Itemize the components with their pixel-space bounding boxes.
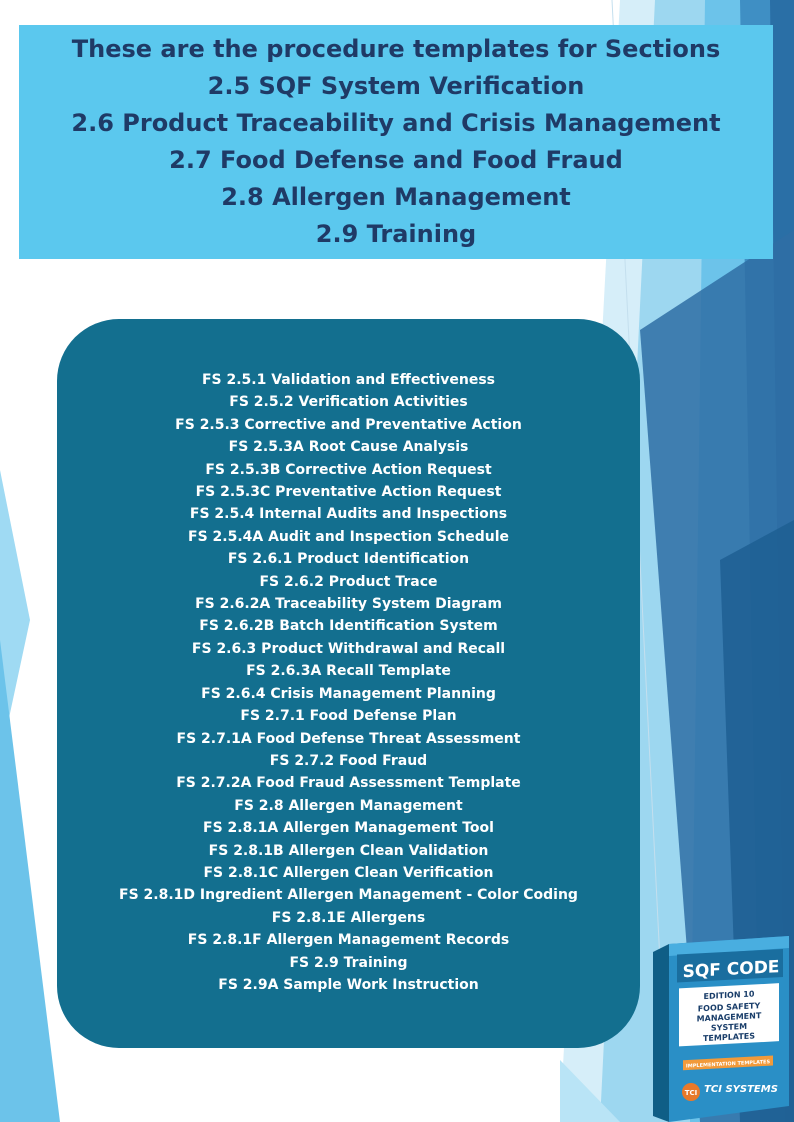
header-section-2-7: 2.7 Food Defense and Food Fraud — [169, 146, 623, 174]
book-edition: EDITION 10 — [703, 989, 755, 1002]
template-list-item: FS 2.6.2 Product Trace — [259, 573, 438, 590]
template-list-item: FS 2.8.1A Allergen Management Tool — [203, 820, 494, 837]
template-list — [57, 369, 640, 996]
template-list-item: FS 2.5.4A Audit and Inspection Schedule — [188, 528, 509, 545]
header-section-2-9: 2.9 Training — [315, 220, 477, 248]
book-subtitle-line-3: SYSTEM — [710, 1021, 748, 1033]
book-subtitle-line-4: TEMPLATES — [702, 1031, 756, 1044]
book-title: SQF CODE — [682, 957, 780, 983]
header-section-2-5: 2.5 SQF System Verification — [207, 72, 585, 100]
template-list-item: FS 2.8.1B Allergen Clean Validation — [208, 842, 489, 859]
template-list-item: FS 2.6.1 Product Identification — [227, 551, 470, 568]
template-list-item: FS 2.8.1F Allergen Management Records — [187, 932, 510, 949]
template-list-item: FS 2.8 Allergen Management — [234, 797, 463, 814]
book-badge: IMPLEMENTATION TEMPLATES — [685, 1059, 771, 1070]
template-list-item: FS 2.9A Sample Work Instruction — [218, 976, 479, 993]
template-list-item: FS 2.7.2 Food Fraud — [269, 752, 428, 769]
template-list-item: FS 2.5.3C Preventative Action Request — [195, 484, 502, 501]
template-list-item: FS 2.5.3A Root Cause Analysis — [228, 439, 469, 456]
template-list-item: FS 2.5.3 Corrective and Preventative Action — [175, 416, 522, 433]
template-list-item: FS 2.7.1 Food Defense Plan — [240, 708, 457, 725]
book-brand: TCI SYSTEMS — [704, 1084, 778, 1095]
template-list-item: FS 2.7.1A Food Defense Threat Assessment — [176, 730, 521, 747]
template-list-item: FS 2.5.4 Internal Audits and Inspections — [189, 506, 508, 523]
template-list-item: FS 2.6.3A Recall Template — [246, 663, 451, 680]
template-list-item: FS 2.9 Training — [289, 954, 408, 971]
template-list-item: FS 2.5.2 Verification Activities — [229, 394, 468, 411]
book-subtitle-line-2: MANAGEMENT — [696, 1011, 762, 1024]
template-list-item: FS 2.6.3 Product Withdrawal and Recall — [191, 640, 506, 657]
template-list-item: FS 2.8.1D Ingredient Allergen Management - Color Coding — [119, 887, 578, 904]
template-list-item: FS 2.7.2A Food Fraud Assessment Template — [176, 775, 521, 792]
template-list-item: FS 2.8.1C Allergen Clean Verification — [203, 864, 494, 881]
header-title: These are the procedure templates for Sections — [71, 35, 721, 63]
book-subtitle-line-1: FOOD SAFETY — [697, 1001, 761, 1014]
header-section-2-6: 2.6 Product Traceability and Crisis Management — [71, 109, 721, 137]
template-list-item: FS 2.5.1 Validation and Effectiveness — [201, 372, 496, 388]
header-section-2-8: 2.8 Allergen Management — [221, 183, 571, 211]
template-list-item: FS 2.5.3B Corrective Action Request — [205, 461, 492, 478]
template-list-item: FS 2.6.2B Batch Identification System — [199, 618, 498, 635]
template-list-item: FS 2.6.4 Crisis Management Planning — [201, 685, 496, 702]
template-list-item: FS 2.8.1E Allergens — [271, 909, 426, 926]
book-logo: TCI — [684, 1089, 698, 1097]
sqf-code-book-image — [649, 936, 794, 1122]
template-list-item: FS 2.6.2A Traceability System Diagram — [195, 596, 502, 613]
template-list-panel — [57, 319, 640, 1048]
header-box — [19, 25, 773, 259]
